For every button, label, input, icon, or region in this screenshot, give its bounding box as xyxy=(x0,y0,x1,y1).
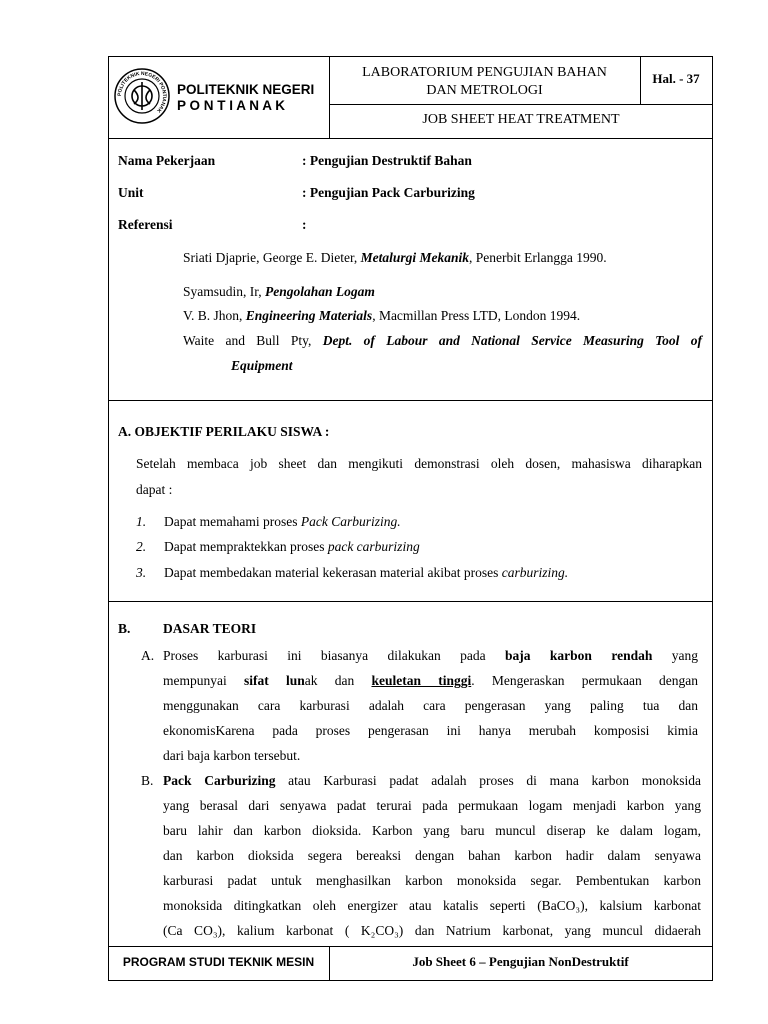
reference-2: Syamsudin, Ir, Pengolahan Logam xyxy=(183,284,375,299)
reference-1: Sriati Djaprie, George E. Dieter, Metalurgi Mekanik, Penerbit Erlangga 1990. xyxy=(183,250,607,265)
objective-item: 2. Dapat mempraktekkan proses pack carburizing xyxy=(136,539,420,554)
referensi-label: Referensi xyxy=(118,217,173,232)
institution-line2: P O N T I A N A K xyxy=(177,98,286,113)
section-a-intro-line1: Setelah membaca job sheet dan mengikuti demonstrasi oleh dosen, mahasiswa diharapkan xyxy=(136,456,702,471)
jobsheet-title: JOB SHEET HEAT TREATMENT xyxy=(422,112,620,127)
institution-line1: POLITEKNIK NEGERI xyxy=(177,82,315,97)
logo-ring-text: POLITEKNIK NEGERI PONTIANAK xyxy=(116,70,168,114)
referensi-value: : xyxy=(302,217,307,232)
objective-item: 1. Dapat memahami proses Pack Carburizing. xyxy=(136,514,401,529)
reference-4-cont: Equipment xyxy=(231,358,293,373)
unit-value: : Pengujian Pack Carburizing xyxy=(302,185,475,200)
reference-3: V. B. Jhon, Engineering Materials, Macmillan Press LTD, London 1994. xyxy=(183,308,581,323)
objective-item: 3. Dapat membedakan material kekerasan material akibat proses carburizing. xyxy=(136,565,569,580)
section-b-number: B. xyxy=(118,621,131,636)
section-a-intro-line2: dapat : xyxy=(136,482,173,497)
unit-label: Unit xyxy=(118,185,144,200)
nama-label: Nama Pekerjaan xyxy=(118,153,216,168)
lab-title-line1: LABORATORIUM PENGUJIAN BAHAN xyxy=(362,65,607,80)
lab-title-line2: DAN METROLOGI xyxy=(426,83,543,98)
footer-jobsheet: Job Sheet 6 – Pengujian NonDestruktif xyxy=(412,954,629,969)
reference-4: Waite and Bull Pty, Dept. of Labour and National Service Measuring Tool of xyxy=(183,333,702,348)
lab-title xyxy=(329,64,640,100)
footer-program: PROGRAM STUDI TEKNIK MESIN xyxy=(122,955,315,969)
page-number: Hal. - 37 xyxy=(652,71,700,86)
institution-name xyxy=(177,82,314,114)
para-b-marker: B. xyxy=(141,773,154,788)
logo xyxy=(114,68,170,124)
section-a-heading: A. OBJEKTIF PERILAKU SISWA : xyxy=(118,424,330,439)
nama-value: : Pengujian Destruktif Bahan xyxy=(302,153,472,168)
para-a: Proses karburasi ini biasanya dilakukan pada baja karbon rendah yang mempunyai sifat lunak dan keuletan tinggi. Mengeraskan permukaan dengan menggunakan cara karburasi adalah cara pengerasan yang paling tua dan ekonomisKarena pada proses pengerasan ini hanya merubah komposisi kimia dari baja karbon tersebut. xyxy=(163,648,698,763)
para-b: Pack Carburizing atau Karburasi padat adalah proses di mana karbon monoksida yang berasal dari senyawa padat terurai pada permukaan logam menjadi karbon yang baru lahir dan karbon dioksida. Karbon yang baru muncul diserap ke dalam logam, dan karbon dioksida segera bereaksi dengan bahan karbon hadir dalam senyawa karburasi padat untuk menghasilkan karbon monoksida segar. Pembentukan karbon monoksida ditingkatkan oleh energizer atau katalis seperti (BaCO₃), kalsium karbonat (Ca CO₃), kalium karbonat ( K₂CO₃) dan Natrium karbonat, yang muncul didaerah xyxy=(163,773,702,938)
para-a-marker: A. xyxy=(141,648,155,663)
section-b-heading: DASAR TEORI xyxy=(163,621,257,636)
